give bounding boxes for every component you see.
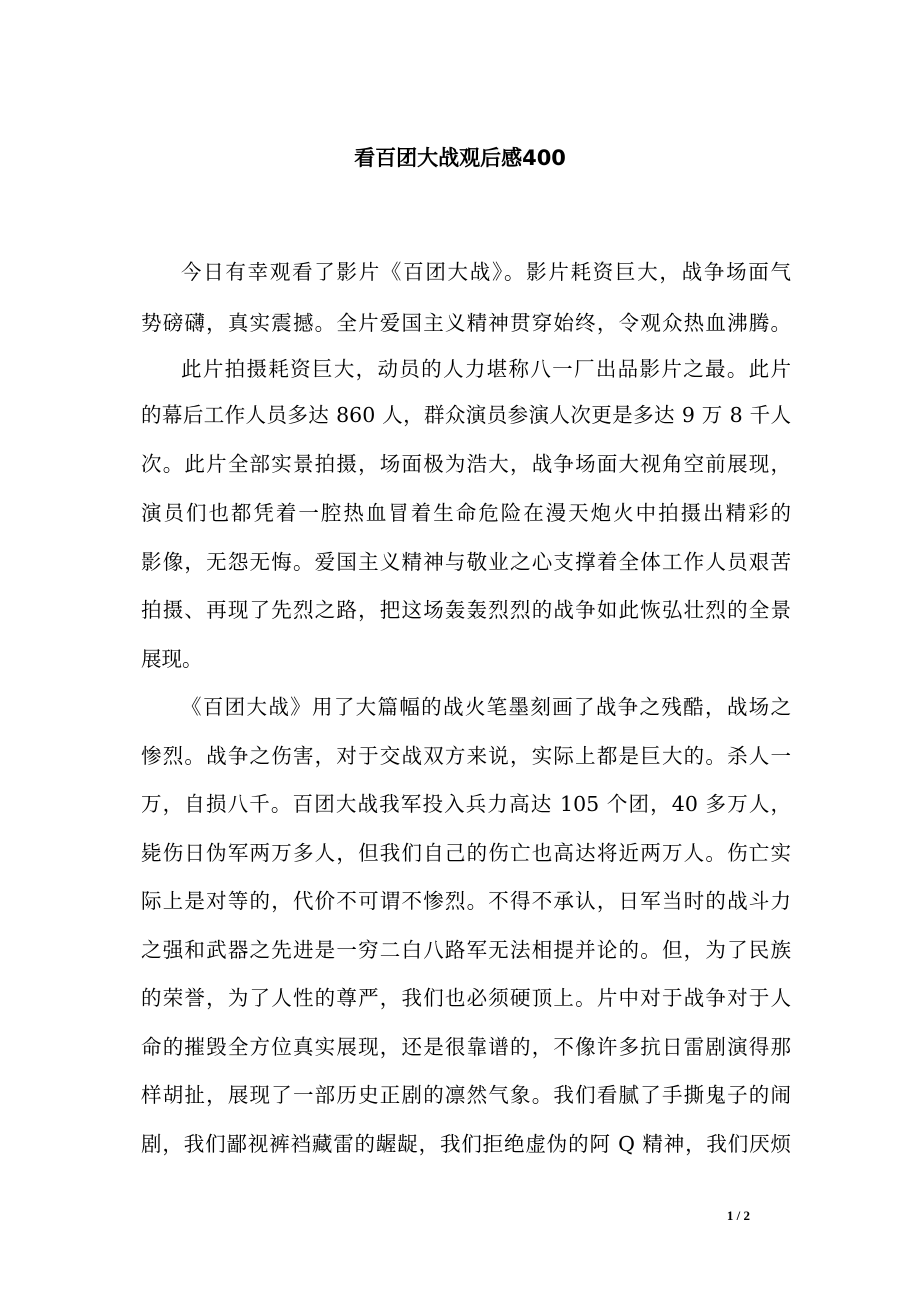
text-line: 影像，无怨无悔。爱国主义精神与敬业之心支撑着全体工作人员艰苦 [141, 550, 791, 574]
text-line: 今日有幸观看了影片《百团大战》。影片耗资巨大，战争场面气 [181, 260, 791, 284]
text-line: 惨烈。战争之伤害，对于交战双方来说，实际上都是巨大的。杀人一 [141, 744, 791, 768]
text-line: 命的摧毁全方位真实展现，还是很靠谱的，不像许多抗日雷剧演得那 [141, 1035, 791, 1059]
text-line: 的幕后工作人员多达 860 人，群众演员参演人次更是多达 9 万 8 千人 [141, 403, 791, 427]
page-number: 1 / 2 [726, 1208, 750, 1223]
text-line: 拍摄、再现了先烈之路，把这场轰轰烈烈的战争如此恢弘壮烈的全景 [141, 598, 791, 622]
text-line: 剧，我们鄙视裤裆藏雷的龌龊，我们拒绝虚伪的阿 Q 精神，我们厌烦 [141, 1132, 791, 1156]
text-line: 《百团大战》用了大篇幅的战火笔墨刻画了战争之残酷，战场之 [181, 695, 791, 719]
text-line: 样胡扯，展现了一部历史正剧的凛然气象。我们看腻了手撕鬼子的闹 [141, 1083, 791, 1107]
text-line: 毙伤日伪军两万多人，但我们自己的伤亡也高达将近两万人。伤亡实 [141, 841, 791, 865]
text-line: 次。此片全部实景拍摄，场面极为浩大，战争场面大视角空前展现， [141, 452, 791, 476]
text-line: 势磅礴，真实震撼。全片爱国主义精神贯穿始终，令观众热血沸腾。 [141, 311, 791, 335]
text-line: 展现。 [141, 647, 203, 671]
text-line: 之强和武器之先进是一穷二白八路军无法相提并论的。但，为了民族 [141, 938, 791, 962]
text-line: 的荣誉，为了人性的尊严，我们也必须硬顶上。片中对于战争对于人 [141, 986, 791, 1010]
text-line: 际上是对等的，代价不可谓不惨烈。不得不承认，日军当时的战斗力 [141, 889, 791, 913]
text-line: 万，自损八千。百团大战我军投入兵力高达 105 个团，40 多万人， [141, 792, 791, 816]
text-line: 此片拍摄耗资巨大，动员的人力堪称八一厂出品影片之最。此片 [181, 357, 791, 381]
document-title: 看百团大战观后感400 [354, 146, 566, 170]
text-line: 演员们也都凭着一腔热血冒着生命危险在漫天炮火中拍摄出精彩的 [141, 501, 791, 525]
